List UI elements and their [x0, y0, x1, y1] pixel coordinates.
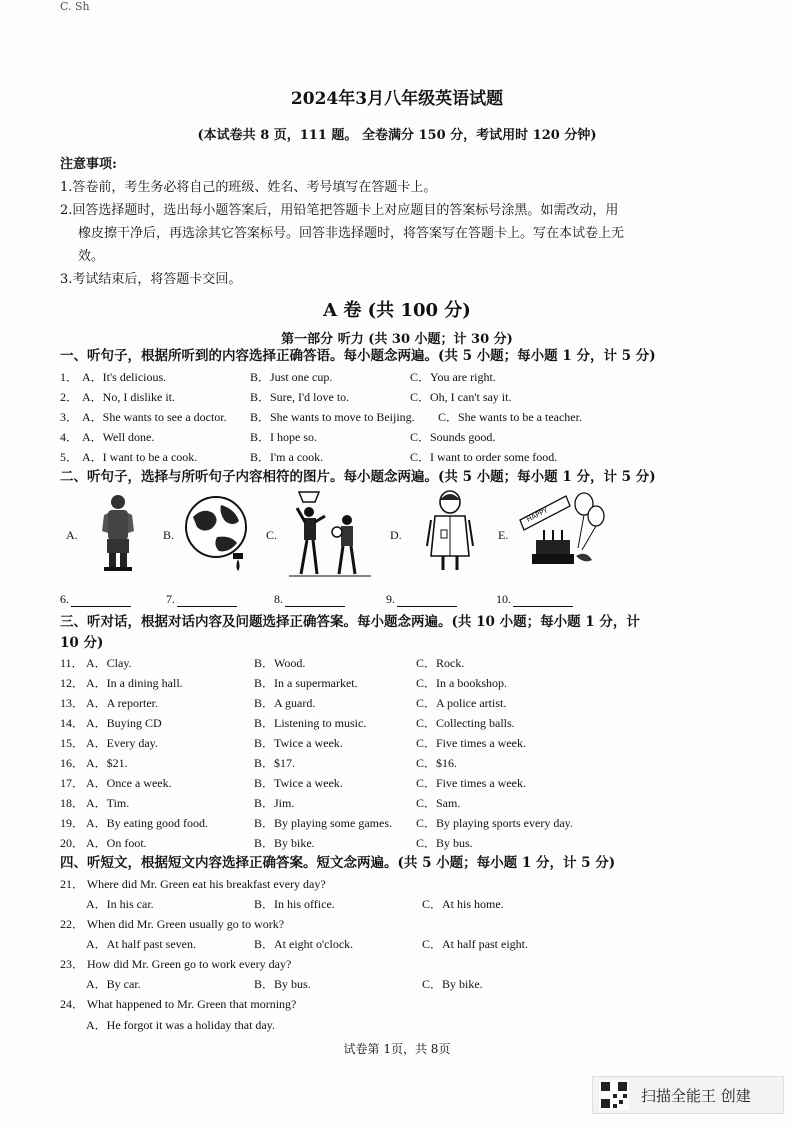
answer-line[interactable]	[513, 595, 573, 607]
section-1-heading: 一、听句子，根据所听到的内容选择正确答语。每小题念两遍。(共 5 小题；每小题 1 分，计 5 分)	[60, 348, 656, 364]
option-b: B．At eight o'clock.	[254, 937, 354, 951]
option-c: C．$16.	[416, 756, 458, 770]
blank-number: 6.	[60, 592, 69, 606]
option-c: C．A police artist.	[416, 696, 507, 710]
question-number: 11．	[60, 656, 84, 670]
picture-label-d: D.	[390, 528, 402, 542]
earth-globe-icon	[183, 493, 253, 573]
notes-heading: 注意事项:	[60, 157, 117, 172]
question-number: 20．	[60, 836, 85, 850]
picture-label-c: C.	[266, 528, 278, 542]
question-row	[60, 714, 760, 734]
option-a: A．Well done.	[82, 430, 155, 444]
part-1-title: 第一部分 听力 (共 30 小题；计 30 分)	[281, 332, 513, 347]
option-c: C．At his home.	[422, 897, 504, 911]
picture-label-b: B.	[163, 528, 175, 542]
blank-number: 9.	[386, 592, 395, 606]
question-number: 13．	[60, 696, 85, 710]
section-3-heading-line-2: 10 分)	[60, 635, 104, 651]
option-b: B．Wood.	[254, 656, 306, 670]
answer-line[interactable]	[177, 595, 237, 607]
option-c: C．Five times a week.	[416, 776, 526, 790]
question-number: 2．	[60, 390, 79, 404]
option-c: C．Sounds good.	[410, 430, 496, 444]
question-number: 5．	[60, 450, 79, 464]
option-b: B．In his office.	[254, 897, 335, 911]
answer-blank[interactable]	[386, 592, 457, 607]
option-b: B．Listening to music.	[254, 716, 367, 730]
option-a: A．I want to be a cook.	[82, 450, 198, 464]
option-b: B．By playing some games.	[254, 816, 392, 830]
option-a: A．$21.	[86, 756, 128, 770]
answer-blank[interactable]	[274, 592, 345, 607]
question-row	[60, 388, 760, 408]
answer-blank[interactable]	[60, 592, 131, 607]
exam-subtitle: (本试卷共 8 页，111 题。 全卷满分 150 分，考试用时 120 分钟)	[197, 128, 597, 143]
scanner-watermark	[592, 1076, 784, 1114]
question-row	[60, 428, 760, 448]
option-c: C．In a bookshop.	[416, 676, 507, 690]
answer-blank[interactable]	[496, 592, 573, 607]
option-c: C．You are right.	[410, 370, 496, 384]
question-number: 15．	[60, 736, 85, 750]
option-a: A．It's delicious.	[82, 370, 167, 384]
option-a: A．A reporter.	[86, 696, 158, 710]
option-b: B．Just one cup.	[250, 370, 333, 384]
question-row	[60, 654, 760, 674]
section-a-title: A 卷 (共 100 分)	[323, 300, 471, 321]
question-row	[60, 448, 760, 468]
question-row	[60, 674, 760, 694]
question-number: 4．	[60, 430, 79, 444]
option-a: A．Once a week.	[86, 776, 172, 790]
option-a: A．Every day.	[86, 736, 158, 750]
option-c: C．I want to order some food.	[410, 450, 558, 464]
note-1: 1.答卷前，考生务必将自己的班级、姓名、考号填写在答题卡上。	[60, 180, 437, 195]
section-3-heading-line-1: 三、听对话，根据对话内容及问题选择正确答案。每小题念两遍。(共 10 小题；每小题 1 分，计	[60, 614, 640, 630]
option-a: A．Tim.	[86, 796, 130, 810]
section-4-heading: 四、听短文，根据短文内容选择正确答案。短文念两遍。(共 5 小题；每小题 1 分，计 5 分)	[60, 855, 616, 871]
question-21: 21． Where did Mr. Green eat his breakfast every day?	[60, 877, 326, 891]
option-a: A．She wants to see a doctor.	[82, 410, 227, 424]
blank-number: 7.	[166, 592, 175, 606]
note-2-line-3: 效。	[78, 249, 105, 264]
question-row	[60, 834, 760, 854]
exam-title: 2024年3月八年级英语试题	[290, 89, 504, 109]
question-row	[60, 814, 760, 834]
qr-code-icon	[599, 1080, 629, 1110]
question-row	[60, 408, 760, 428]
blank-number: 10.	[496, 592, 511, 606]
option-b: B．By bus.	[254, 977, 311, 991]
question-row	[60, 734, 760, 754]
note-3: 3.考试结束后，将答题卡交回。	[60, 272, 242, 287]
page-footer: 试卷第 1页，共 8页	[343, 1042, 451, 1056]
question-24: 24． What happened to Mr. Green that morning?	[60, 997, 297, 1011]
option-b: B．By bike.	[254, 836, 315, 850]
option-b: B．Jim.	[254, 796, 295, 810]
scan-mark: C. Sh	[60, 0, 90, 13]
question-number: 12．	[60, 676, 85, 690]
picture-label-a: A.	[66, 528, 78, 542]
notes-block	[60, 153, 750, 291]
answer-blank[interactable]	[166, 592, 237, 607]
option-b: B．A guard.	[254, 696, 316, 710]
option-c: C．Rock.	[416, 656, 465, 670]
option-a: A．In a dining hall.	[86, 676, 183, 690]
question-number: 19．	[60, 816, 85, 830]
option-b: B．In a supermarket.	[254, 676, 358, 690]
option-c: C．Collecting balls.	[416, 716, 515, 730]
answer-line[interactable]	[285, 595, 345, 607]
option-a: A．Buying CD	[86, 716, 162, 730]
option-c: C．By bike.	[422, 977, 483, 991]
option-c: C．She wants to be a teacher.	[438, 410, 582, 424]
note-2-line-2: 橡皮擦干净后，再选涂其它答案标号。回答非选择题时，将答案写在答题卡上。写在本试卷上无	[78, 226, 625, 241]
question-number: 16．	[60, 756, 85, 770]
option-a: A．Clay.	[86, 656, 132, 670]
option-a: A．He forgot it was a holiday that day.	[86, 1018, 275, 1032]
blank-number: 8.	[274, 592, 283, 606]
answer-line[interactable]	[71, 595, 131, 607]
question-number: 1．	[60, 370, 79, 384]
option-a: A．By eating good food.	[86, 816, 208, 830]
question-row	[60, 794, 760, 814]
answer-line[interactable]	[397, 595, 457, 607]
section-3-heading	[60, 612, 750, 654]
picture-label-e: E.	[498, 528, 509, 542]
section-2-heading: 二、听句子，选择与所听句子内容相符的图片。每小题念两遍。(共 5 小题；每小题 1 分，计 5 分)	[60, 469, 656, 485]
question-number: 17．	[60, 776, 85, 790]
question-row	[60, 774, 760, 794]
question-number: 18．	[60, 796, 85, 810]
option-c: C．By bus.	[416, 836, 473, 850]
basketball-players-icon	[285, 488, 375, 580]
option-c: C．Five times a week.	[416, 736, 526, 750]
option-b: B．I hope so.	[250, 430, 317, 444]
question-row	[60, 694, 760, 714]
option-c: C．By playing sports every day.	[416, 816, 573, 830]
option-c: C．At half past eight.	[422, 937, 528, 951]
option-b: B．She wants to move to Beijing.	[250, 410, 415, 424]
question-number: 3．	[60, 410, 79, 424]
question-number: 14．	[60, 716, 85, 730]
option-b: B．Twice a week.	[254, 736, 343, 750]
option-b: B．Twice a week.	[254, 776, 343, 790]
watermark-text: 扫描全能王 创建	[641, 1087, 751, 1105]
question-row	[60, 754, 760, 774]
terracotta-warrior-icon	[98, 493, 138, 571]
doctor-icon	[425, 490, 475, 574]
birthday-cake-icon	[512, 490, 608, 570]
question-row	[60, 368, 760, 388]
option-b: B．Sure, I'd love to.	[250, 390, 350, 404]
option-a: A．In his car.	[86, 897, 154, 911]
option-a: A．No, I dislike it.	[82, 390, 175, 404]
option-a: A．At half past seven.	[86, 937, 196, 951]
option-b: B．$17.	[254, 756, 296, 770]
option-c: C．Sam.	[416, 796, 461, 810]
option-b: B．I'm a cook.	[250, 450, 324, 464]
option-a: A．By car.	[86, 977, 141, 991]
option-a: A．On foot.	[86, 836, 147, 850]
option-c: C．Oh, I can't say it.	[410, 390, 512, 404]
note-2-line-1: 2.回答选择题时，选出每小题答案后，用铅笔把答题卡上对应题目的答案标号涂黑。如需改动，用	[60, 203, 619, 218]
svg-text:HAPPY: HAPPY	[525, 506, 550, 524]
question-23: 23． How did Mr. Green go to work every day?	[60, 957, 292, 971]
question-22: 22． When did Mr. Green usually go to work?	[60, 917, 285, 931]
